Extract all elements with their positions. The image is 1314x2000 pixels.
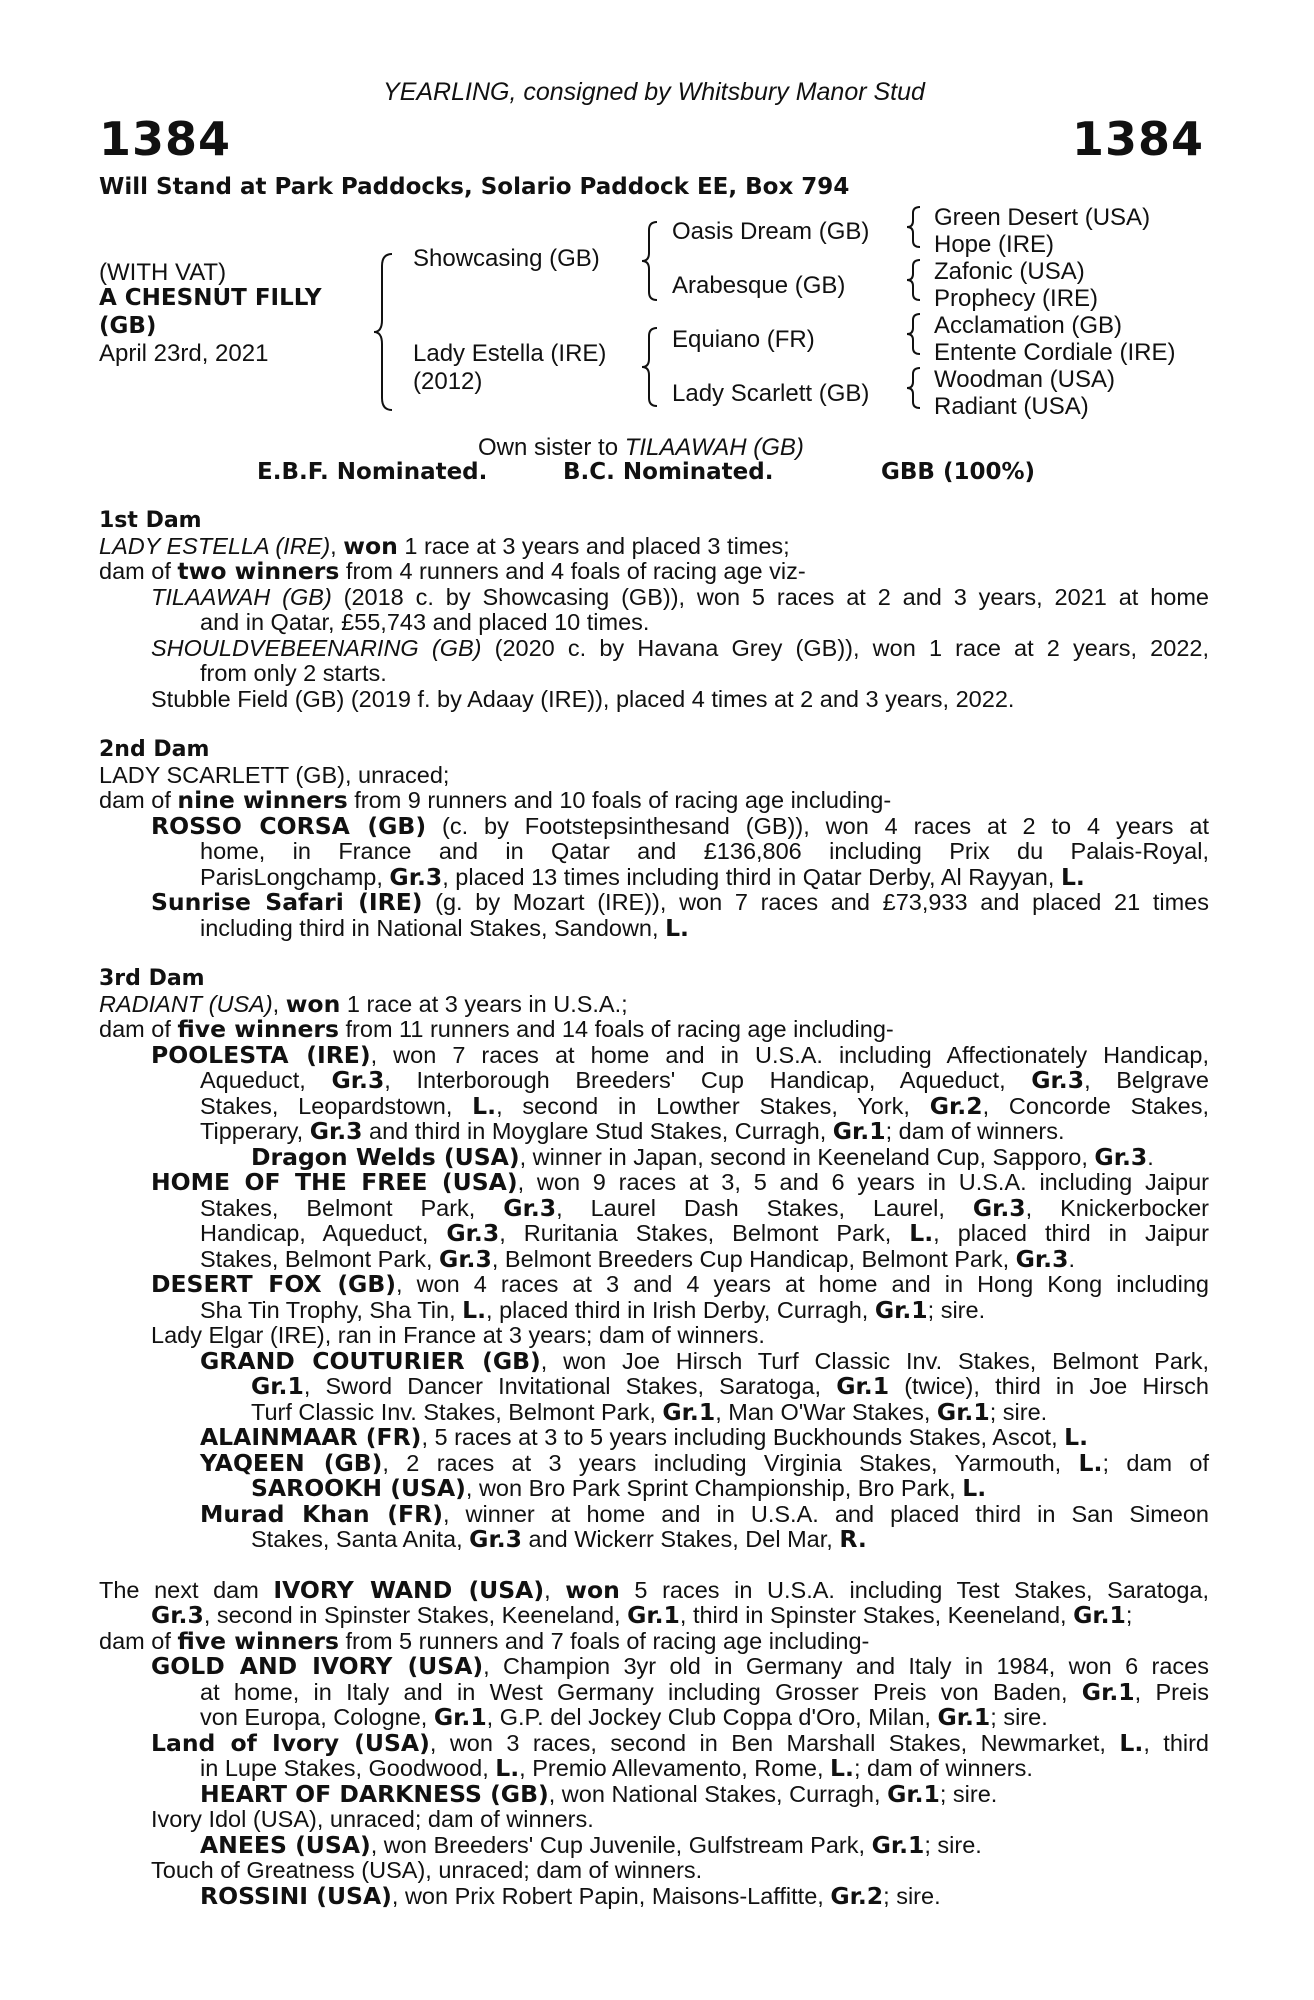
lot-number-left: 1384 [99,112,232,166]
produce-sarookh: SAROOKH (USA), won Bro Park Sprint Championship, Bro Park, L. [251,1474,987,1502]
produce-desert-fox: DESERT FOX (GB), won 4 races at 3 and 4 years at home and in Hong Kong including [151,1270,1209,1298]
horse-name-country: (GB) [99,313,157,339]
produce-poolesta: POOLESTA (IRE), won 7 races at home and in U.S.A. including Affectionately Handicap, [151,1040,1209,1069]
pedigree-dds: Woodman (USA) [934,366,1115,393]
brace-dam [640,326,660,408]
produce-murad-khan: Murad Khan (FR), winner at home and in U.S.A. and placed third in San Simeon [200,1499,1210,1528]
second-dam-line: LADY SCARLETT (GB), unraced; [99,761,450,788]
third-dam-heading: 3rd Dam [99,966,205,991]
produce-rosso-corsa: ROSSO CORSA (GB) (c. by Footstepsinthesand (GB)), won 4 races at 2 to 4 years at [151,811,1209,840]
brace-sire [640,220,660,302]
next-dam-produce: dam of five winners from 5 runners and 7 foals of racing age including- [99,1626,870,1655]
brace-main [372,252,396,412]
pedigree-sire: Showcasing (GB) [413,245,600,272]
stand-location: Will Stand at Park Paddocks, Solario Paddock EE, Box 794 [99,174,850,200]
produce-stubble-field: Stubble Field (GB) (2019 f. by Adaay (IRE)), placed 4 times at 2 and 3 years, 2022. [151,685,1015,712]
ebf-nominated: E.B.F. Nominated. [257,459,488,485]
produce-gold-and-ivory: GOLD AND IVORY (USA), Champion 3yr old in Germany and Italy in 1984, won 6 races [151,1652,1209,1680]
sister-note: Own sister to TILAAWAH (GB) [478,434,804,461]
pedigree-dss: Acclamation (GB) [934,312,1123,339]
produce-ivory-idol: Ivory Idol (USA), unraced; dam of winners. [151,1806,594,1832]
first-dam-line: LADY ESTELLA (IRE), won 1 race at 3 years and placed 3 times; [99,531,790,560]
produce-grand-couturier: GRAND COUTURIER (GB), won Joe Hirsch Turf Classic Inv. Stakes, Belmont Park, [200,1346,1210,1375]
pedigree-dam-sire: Equiano (FR) [672,326,815,353]
second-dam-heading: 2nd Dam [99,737,210,762]
pedigree-dsd: Entente Cordiale (IRE) [934,339,1176,366]
brace-sd [905,258,923,302]
first-dam-produce: dam of two winners from 4 runners and 4 foals of racing age viz- [99,557,806,585]
vat-note: (WITH VAT) [99,259,227,286]
pedigree-dam-year: (2012) [413,368,483,395]
first-dam-heading: 1st Dam [99,508,202,533]
produce-heart-of-darkness: HEART OF DARKNESS (GB), won National Stakes, Curragh, Gr.1; sire. [200,1779,998,1808]
produce-land-of-ivory: Land of Ivory (USA), won 3 races, second in Ben Marshall Stakes, Newmarket, L., third [151,1728,1209,1757]
lot-number-right: 1384 [1071,112,1204,166]
sister-name: TILAAWAH (GB) [624,434,804,461]
produce-rossini: ROSSINI (USA), won Prix Robert Papin, Maisons-Laffitte, Gr.2; sire. [200,1881,941,1910]
lot-title: YEARLING, consigned by Whitsbury Manor Stud [383,78,925,106]
produce-dragon-welds: Dragon Welds (USA), winner in Japan, second in Keeneland Cup, Sapporo, Gr.3. [251,1142,1154,1171]
pedigree-dam-dam: Lady Scarlett (GB) [672,380,870,407]
gbb-rating: GBB (100%) [881,459,1036,485]
pedigree-sire-dam: Arabesque (GB) [672,272,846,299]
produce-shouldvebeenaring: SHOULDVEBEENARING (GB) (2020 c. by Havana Grey (GB)), won 1 race at 2 years, 2022, [151,634,1209,661]
brace-ds [905,312,923,356]
third-dam-line: RADIANT (USA), won 1 race at 3 years in U.S.A.; [99,989,628,1018]
produce-lady-elgar: Lady Elgar (IRE), ran in France at 3 years; dam of winners. [151,1322,765,1348]
third-dam-produce: dam of five winners from 11 runners and 14 foals of racing age including- [99,1015,894,1043]
pedigree-sdd: Prophecy (IRE) [934,285,1099,312]
produce-yaqeen: YAQEEN (GB), 2 races at 3 years including Virginia Stakes, Yarmouth, L.; dam of [200,1448,1209,1477]
horse-name: A CHESNUT FILLY [99,285,322,311]
brace-ss [905,205,923,249]
pedigree-ssd: Hope (IRE) [934,231,1055,258]
pedigree-sds: Zafonic (USA) [934,258,1085,285]
pedigree-dam: Lady Estella (IRE) [413,340,607,367]
produce-anees: ANEES (USA), won Breeders' Cup Juvenile, Gulfstream Park, Gr.1; sire. [200,1830,982,1859]
brace-dd [905,366,923,410]
pedigree-sire-sire: Oasis Dream (GB) [672,218,870,245]
pedigree-ddd: Radiant (USA) [934,393,1089,420]
produce-alainmaar: ALAINMAAR (FR), 5 races at 3 to 5 years including Buckhounds Stakes, Ascot, L. [200,1423,1089,1451]
next-dam-line: The next dam IVORY WAND (USA), won 5 races in U.S.A. including Test Stakes, Saratoga, [99,1575,1210,1604]
second-dam-produce: dam of nine winners from 9 runners and 10 foals of racing age including- [99,786,892,814]
produce-sunrise-safari: Sunrise Safari (IRE) (g. by Mozart (IRE)), won 7 races and £73,933 and placed 21 times [151,888,1209,916]
produce-tilaawah: TILAAWAH (GB) (2018 c. by Showcasing (GB)), won 5 races at 2 and 3 years, 2021 at home [151,583,1209,610]
bc-nominated: B.C. Nominated. [563,459,774,485]
produce-home-of-the-free: HOME OF THE FREE (USA), won 9 races at 3, 5 and 6 years in U.S.A. including Jaipur [151,1168,1209,1196]
date-of-birth: April 23rd, 2021 [99,340,269,367]
pedigree-sss: Green Desert (USA) [934,204,1151,231]
pedigree-body: 1st Dam LADY ESTELLA (IRE), won 1 race at 3 years and placed 3 times; dam of two winners from 4 runners and 4 foals of racing age viz- TILAAWAH (GB) (2018 c. by Showcasing (GB)), won 5 races at 2 and 3 years, 2021 at home and in Qatar, £55,743 and placed 10 times. SHOULDVEBEENARING (GB) (2020 c. by Havana Grey (GB)), won 1 race at 2 years, 2022, from only 2 starts. Stubble Field (GB) (2019 f. by Adaay (IRE)), placed 4 times at 2 and 3 years, 2022. 2nd Dam LADY SCARLETT (GB), unraced; dam of nine winners from 9 runners and 10 foals of racing age including- ROSSO CORSA (GB) (c. by Footstepsinthesand (GB)), won 4 races at 2 to 4 years at home, in France and in Qatar and £136,806 including Prix du Palais-Royal, ParisLongchamp, Gr.3, placed 13 times including third in Qatar Derby, Al Rayyan, L. Sunrise Safari (IRE) (g. by Mozart (IRE)), won 7 races and £73,933 and placed 21 times including third in National Stakes, Sandown, L. 3rd Dam RADIANT (USA), won 1 race at 3 years in U.S.A.; dam of five winners from 11 runners and 14 foals of racing age including- POOLESTA (IRE), won 7 races at home and in U.S.A. including Affectionately Handicap, Aqueduct, Gr.3, Interborough Breeders' Cup Handicap, Aqueduct, Gr.3, Belgrave Stakes, Leopardstown, L., second in Lowther Stakes, York, Gr.2, Concorde Stakes, Tipperary, Gr.3 and third in Moyglare Stud Stakes, Curragh, Gr.1; dam of winners. Dragon Welds (USA), winner in Japan, second in Keeneland Cup, Sapporo, Gr.3. HOME OF THE FREE (USA), won 9 races at 3, 5 and 6 years in U.S.A. including Jaipur Stakes, Belmont Park, Gr.3, Laurel Dash Stakes, Laurel, Gr.3, Knickerbocker Handicap, Aqueduct, Gr.3, Ruritania Stakes, Belmont Park, L., placed third in Jaipur Stakes, Belmont Park, Gr.3, Belmont Breeders Cup Handicap, Belmont Park, Gr.3. DESERT FOX (GB), won 4 races at 3 and 4 years at home and in Hong Kong including Sha Tin Trophy, Sha Tin, L., placed third in Irish Derby, Curragh, Gr.1; sire. Lady Elgar (IRE), ran in France at 3 years; dam of winners. GRAND COUTURIER (GB), won Joe Hirsch Turf Classic Inv. Stakes, Belmont Park, Gr.1, Sword Dancer Invitational Stakes, Saratoga, Gr.1 (twice), third in Joe Hirsch Turf Classic Inv. Stakes, Belmont Park, Gr.1, Man O'War Stakes, Gr.1; sire. ALAINMAAR (FR), 5 races at 3 to 5 years including Buckhounds Stakes, Ascot, L. YAQEEN (GB), 2 races at 3 years including Virginia Stakes, Yarmouth, L.; dam of SAROOKH (USA), won Bro Park Sprint Championship, Bro Park, L. Murad Khan (FR), winner at home and in U.S.A. and placed third in San Simeon Stakes, Santa Anita, Gr.3 and Wickerr Stakes, Del Mar, R. The next dam IVORY WAND (USA), won 5 races in U.S.A. including Test Stakes, Saratoga, Gr.3, second in Spinster Stakes, Keeneland, Gr.1, third in Spinster Stakes, Keeneland, Gr.1; dam of five winners from 5 runners and 7 foals of racing age including- GOLD AND IVORY (USA), Champion 3yr old in Germany and Italy in 1984, won 6 races at home, in Italy and in West Germany including Grosser Preis von Baden, Gr.1, Preis von Europa, Cologne, Gr.1, G.P. del Jockey Club Coppa d'Oro, Milan, Gr.1; sire. Land of Ivory (USA), won 3 races, second in Ben Marshall Stakes, Newmarket, L., third in Lupe Stakes, Goodwood, L., Premio Allevamento, Rome, L.; dam of winners. HEART OF DARKNESS (GB), won National Stakes, Curragh, Gr.1; sire. Ivory Idol (USA), unraced; dam of winners. ANEES (USA), won Breeders' Cup Juvenile, Gulfstream Park, Gr.1; sire. Touch of Greatness (USA), unraced; dam of winners. ROSSINI (USA), won Prix Robert Papin, Maisons-Laffitte, Gr.2; sire. [99,508,1210,1910]
produce-touch-of-greatness: Touch of Greatness (USA), unraced; dam of winners. [151,1857,703,1883]
